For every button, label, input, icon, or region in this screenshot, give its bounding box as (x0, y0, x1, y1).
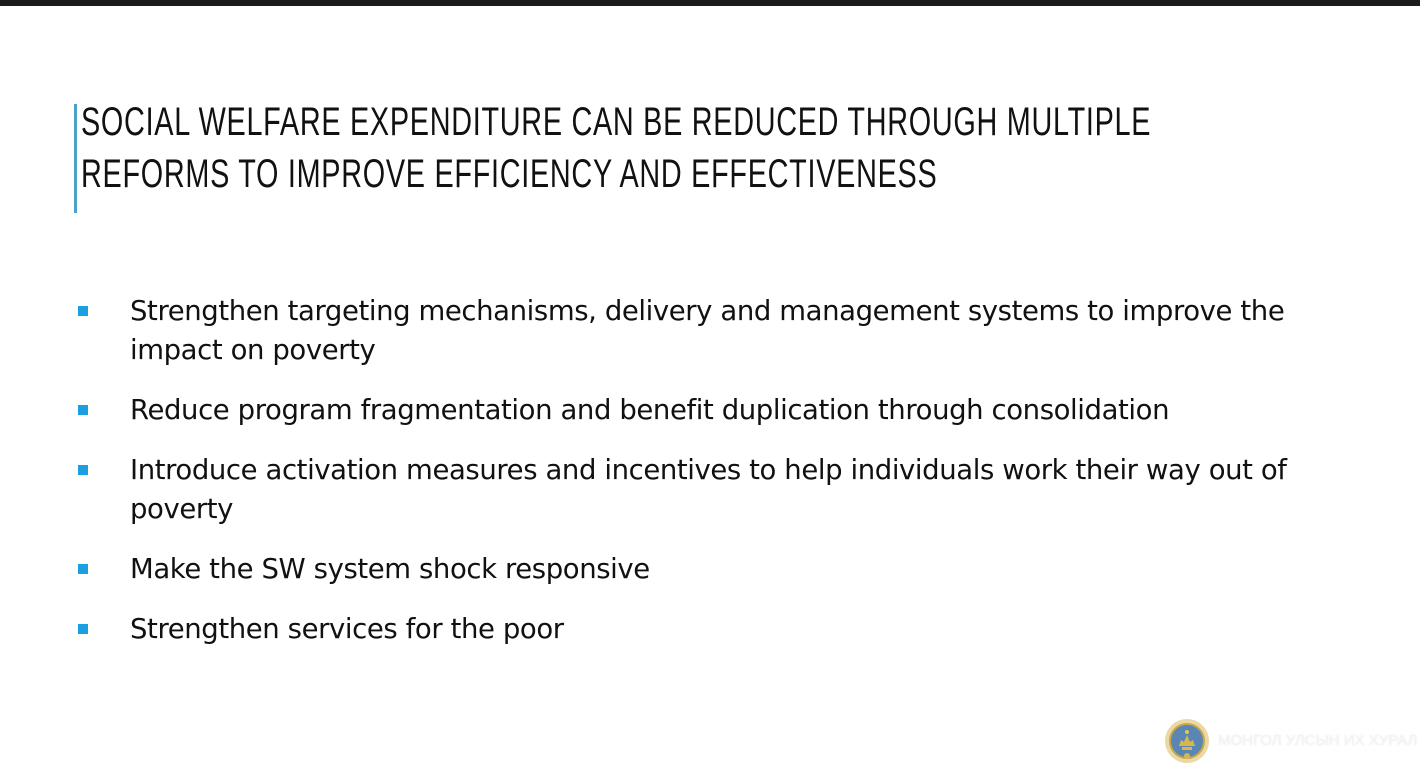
bullet-item (77, 610, 1357, 649)
square-bullet-icon (78, 465, 88, 475)
bullet-item (77, 550, 1357, 589)
bullet-text: Reduce program fragmentation and benefit duplication through consolidation (130, 394, 1170, 426)
bullet-list (77, 292, 1357, 670)
square-bullet-icon (78, 306, 88, 316)
bullet-text: Strengthen services for the poor (130, 613, 564, 645)
square-bullet-icon (78, 624, 88, 634)
bullet-text: Make the SW system shock responsive (130, 553, 650, 585)
slide-title-line-1: SOCIAL WELFARE EXPENDITURE CAN BE REDUCED THROUGH MULTIPLE (81, 100, 1152, 144)
bullet-text: Introduce activation measures and incentives to help individuals work their way out of poverty (130, 454, 1287, 525)
bullet-item (77, 451, 1357, 529)
watermark-text: МОНГОЛ УЛСЫН ИХ ХУРАЛ (1218, 732, 1418, 749)
title-accent-line (74, 104, 77, 213)
square-bullet-icon (78, 564, 88, 574)
square-bullet-icon (78, 405, 88, 415)
slide-title (81, 96, 1152, 200)
slide-title-line-2: REFORMS TO IMPROVE EFFICIENCY AND EFFECTIVENESS (81, 152, 938, 196)
watermark-logo (1162, 716, 1420, 765)
bullet-item (77, 391, 1357, 430)
bullet-item (77, 292, 1357, 370)
state-emblem-icon (1164, 718, 1210, 764)
bullet-text: Strengthen targeting mechanisms, delivery and management systems to improve the impact on poverty (130, 295, 1285, 366)
top-bar (0, 0, 1420, 6)
